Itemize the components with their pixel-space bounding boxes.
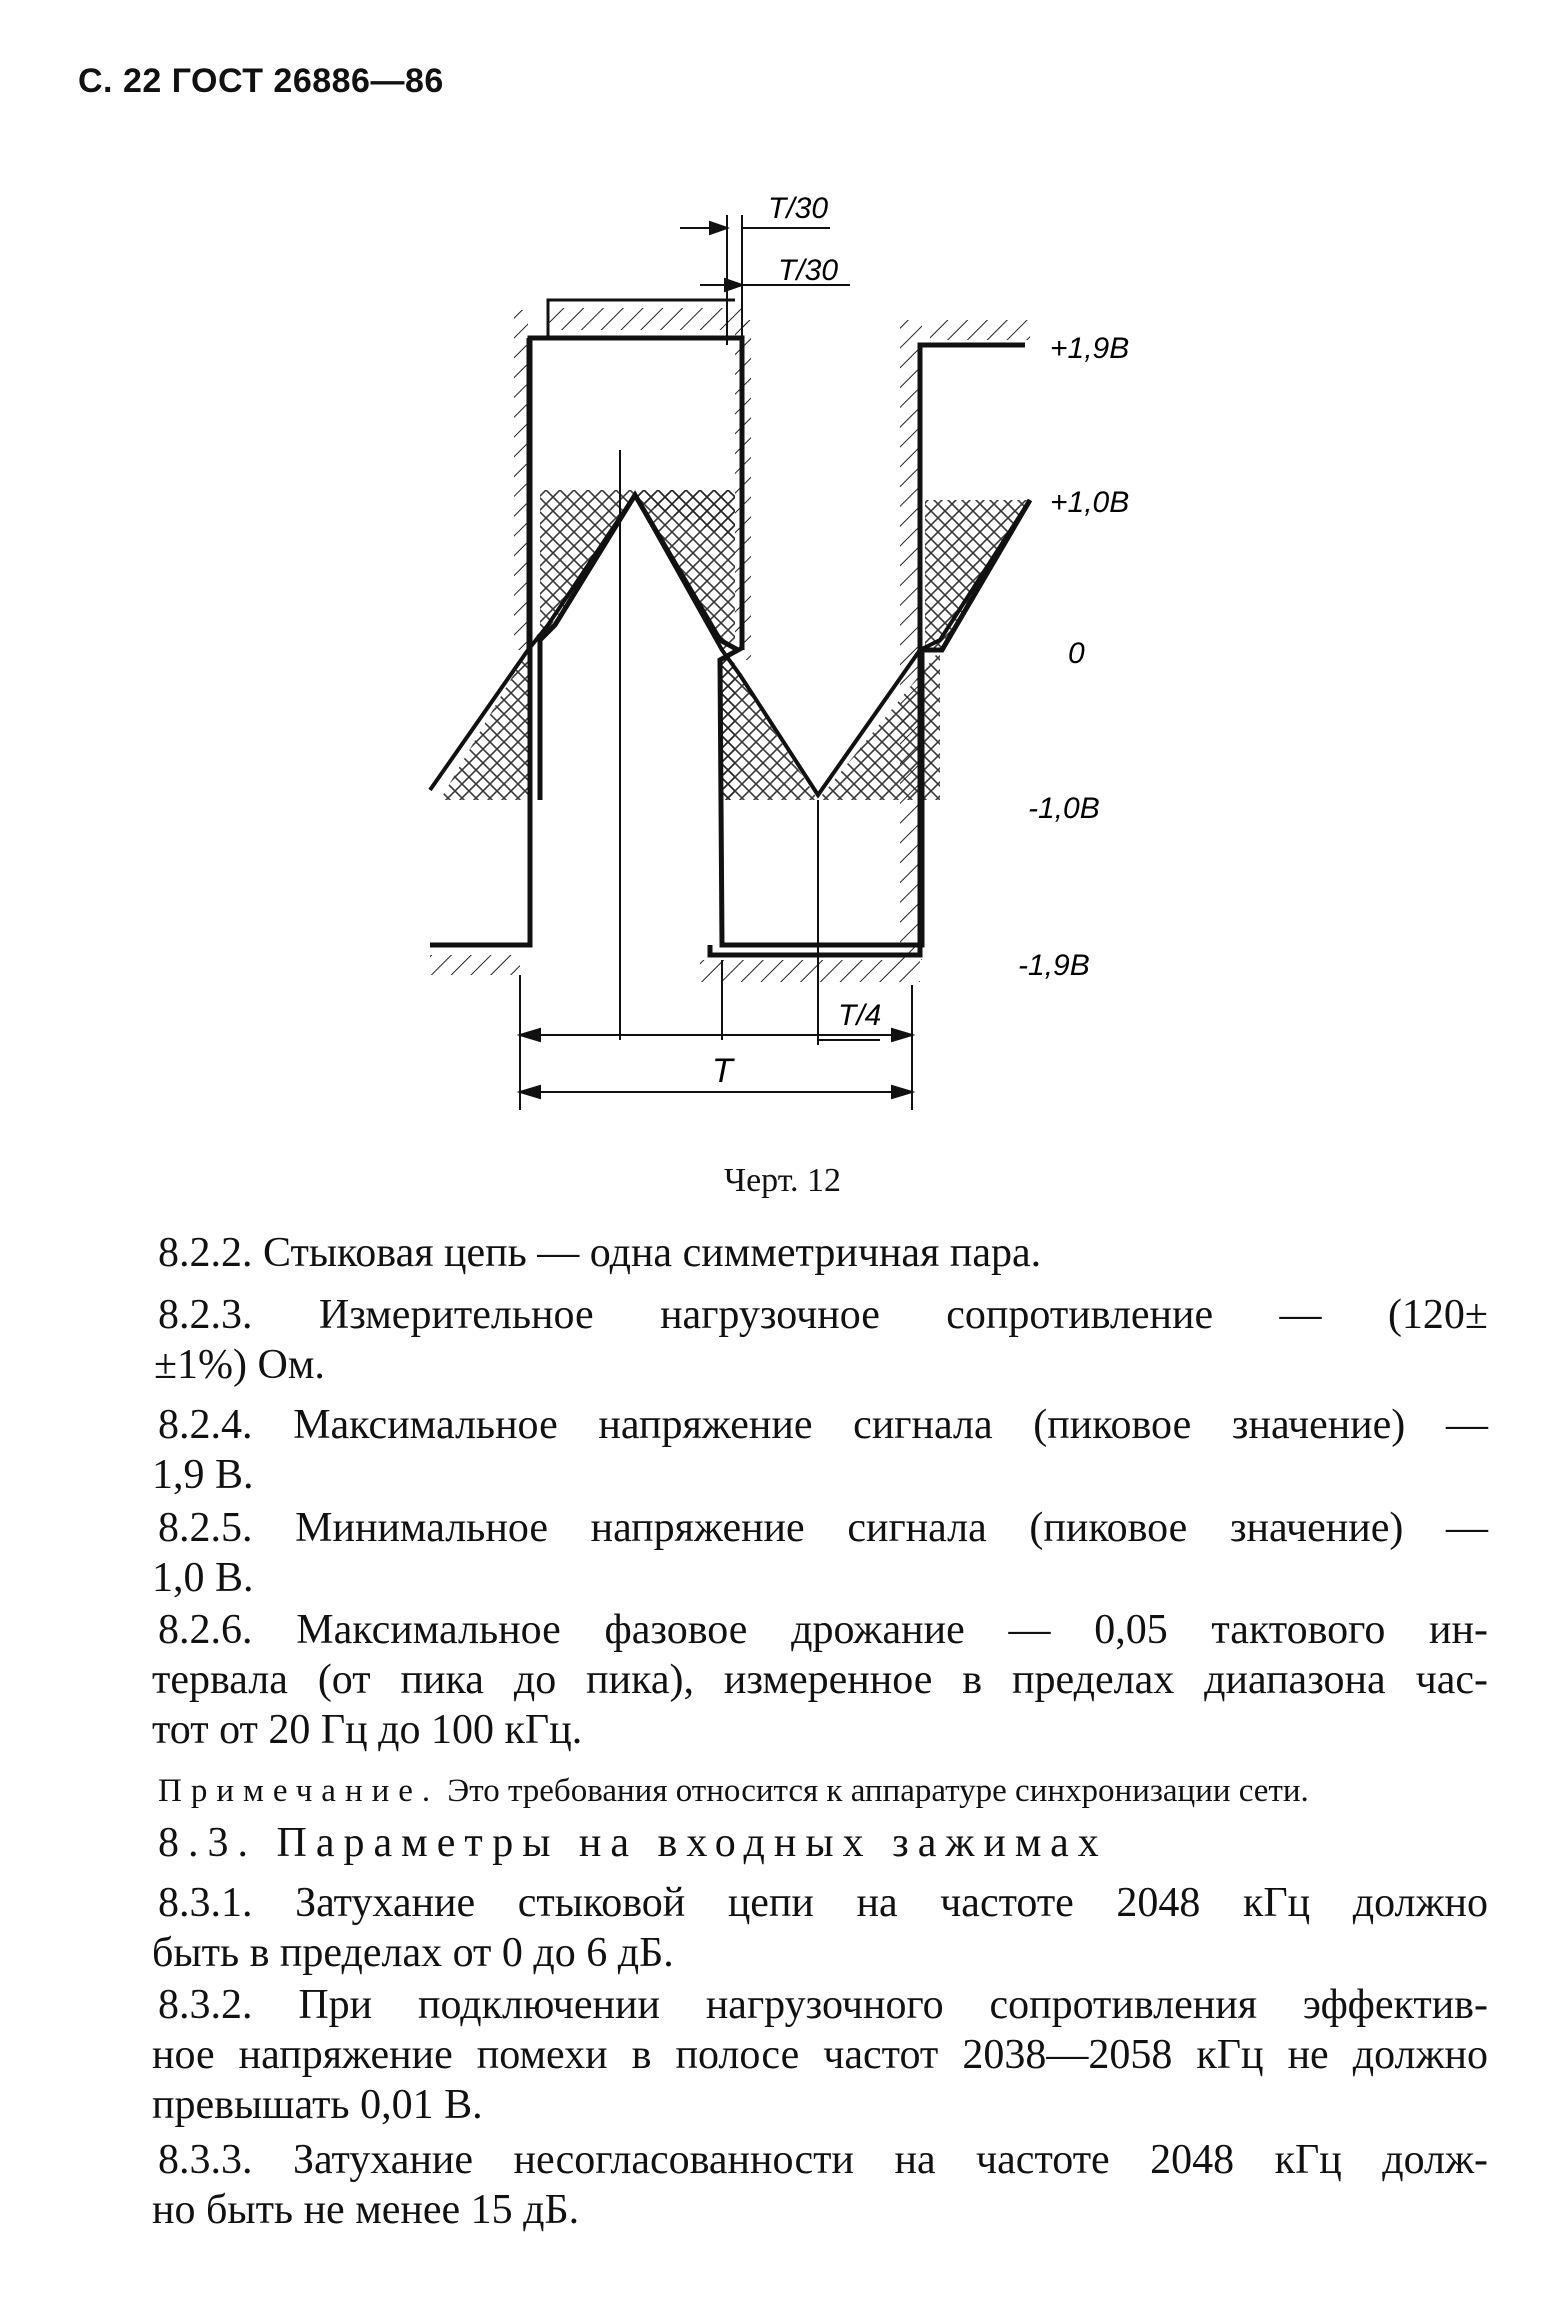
page-header: С. 22 ГОСТ 26886—86 (78, 62, 444, 100)
para-line: ное напряжение помехи в полосе частот 2038—2058 кГц не должно (152, 2032, 1488, 2078)
label-t30-top: T/30 (768, 192, 829, 225)
para-line: тервала (от пика до пика), измеренное в пределах диапазона час- (152, 1657, 1488, 1703)
para-8-2-4 (152, 1400, 1488, 1500)
para-line: 8.3.1. Затухание стыковой цепи на частоте 2048 кГц должно (158, 1880, 1488, 1926)
para-line: превышать 0,01 В. (152, 2082, 483, 2128)
section-heading: 8.3. Параметры на входных зажимах (158, 1820, 1108, 1866)
para-line: 8.3.2. При подключении нагрузочного сопротивления эффектив- (158, 1982, 1488, 2028)
level-minus-1-0: -1,0В (1028, 792, 1100, 825)
note-label: Примечание. (158, 1773, 440, 1809)
section-8-3-heading (158, 1818, 1488, 1868)
level-plus-1-9: +1,9В (1050, 332, 1130, 365)
para-line: 1,0 В. (152, 1555, 254, 1601)
level-zero: 0 (1068, 637, 1085, 670)
label-t30-bottom: T/30 (778, 254, 839, 287)
para-line: тот от 20 Гц до 100 кГц. (152, 1707, 583, 1753)
level-minus-1-9: -1,9В (1018, 949, 1090, 982)
para-line: 1,9 В. (152, 1452, 254, 1498)
pulse-mask-figure (0, 0, 1565, 1140)
para-8-2-3 (154, 1290, 1488, 1390)
para-line: 8.2.5. Минимальное напряжение сигнала (пиковое значение) — (158, 1505, 1488, 1551)
para-line: 8.3.3. Затухание несогласованности на частоте 2048 кГц долж- (158, 2137, 1488, 2183)
para-8-2-6 (152, 1605, 1488, 1755)
para-8-3-3 (152, 2135, 1488, 2235)
note (158, 1766, 1488, 1816)
para-8-2-2 (158, 1228, 1488, 1278)
para-8-2-5 (152, 1503, 1488, 1603)
note-text: Это требования относится к аппаратуре синхронизации сети. (439, 1773, 1309, 1809)
para-line: ±1%) Ом. (154, 1342, 325, 1388)
label-t4: T/4 (838, 999, 882, 1032)
figure-caption: Черт. 12 (723, 1162, 842, 1199)
para-8-3-1 (152, 1878, 1488, 1978)
level-plus-1-0: +1,0В (1050, 486, 1130, 519)
para-line: быть в пределах от 0 до 6 дБ. (152, 1930, 674, 1976)
para-line: 8.2.4. Максимальное напряжение сигнала (пиковое значение) — (158, 1402, 1488, 1448)
para-line: но быть не менее 15 дБ. (152, 2187, 580, 2233)
label-period: T (712, 1052, 733, 1090)
para-line: 8.2.3. Измерительное нагрузочное сопротивление — (120± (158, 1292, 1488, 1338)
para-line: 8.2.6. Максимальное фазовое дрожание — 0,05 тактового ин- (158, 1607, 1488, 1653)
para-line: 8.2.2. Стыковая цепь — одна симметричная пара. (158, 1230, 1042, 1276)
para-8-3-2 (152, 1980, 1488, 2130)
